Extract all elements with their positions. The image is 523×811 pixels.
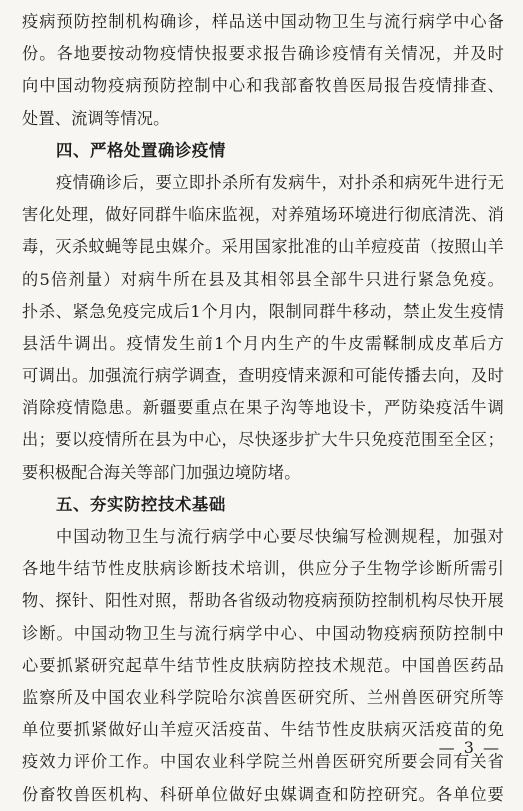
para3-line-5: 心要抓紧研究起草牛结节性皮肤病防控技术规范。中国兽医药品 [22, 655, 504, 675]
para3-line-8: 疫效力评价工作。中国农业科学院兰州兽医研究所要会同有关省 [22, 752, 504, 772]
section-heading-5: 五、夯实防控技术基础 [56, 494, 226, 514]
para3-line-2: 各地牛结节性皮肤病诊断技术培训，供应分子生物学诊断所需引 [22, 559, 504, 579]
para1-line-1: 疫病预防控制机构确诊，样品送中国动物卫生与流行病学中心备 [22, 12, 504, 31]
para3-line-3: 物、探针、阳性对照，帮助各省级动物疫病预防控制机构尽快开展 [22, 591, 504, 611]
para2-line-6: 县活牛调出。疫情发生前1个月内生产的牛皮需鞣制成皮革后方 [22, 333, 504, 353]
para2-line-10: 要积极配合海关等部门加强边境防堵。 [22, 462, 301, 482]
para3-line-4: 诊断。中国动物卫生与流行病学中心、中国动物疫病预防控制中 [22, 623, 504, 643]
para2-line-7: 可调出。加强流行病学调查，查明疫情来源和可能传播去向，及时 [22, 366, 504, 386]
para2-line-2: 害化处理，做好同群牛临床监视，对养殖场环境进行彻底清洗、消 [22, 205, 504, 225]
para3-line-1: 中国动物卫生与流行病学中心要尽快编写检测规程，加强对 [56, 527, 504, 546]
document-body [22, 6, 504, 811]
page-number: — 3 — [438, 738, 501, 757]
section-heading-4: 四、严格处置确诊疫情 [56, 140, 226, 160]
para2-line-1: 疫情确诊后，要立即扑杀所有发病牛，对扑杀和病死牛进行无 [56, 172, 504, 192]
para2-line-5: 扑杀、紧急免疫完成后1个月内，限制同群牛移动，禁止发生疫情 [22, 301, 504, 321]
para2-line-3: 毒，灭杀蚊蝇等昆虫媒介。采用国家批准的山羊痘疫苗（按照山羊 [22, 237, 504, 257]
para2-line-9: 出；要以疫情所在县为中心，尽快逐步扩大牛只免疫范围至全区； [22, 430, 504, 450]
para3-line-6: 监察所及中国农业科学院哈尔滨兽医研究所、兰州兽医研究所等 [22, 687, 504, 707]
para1-line-2: 份。各地要按动物疫情快报要求报告确诊疫情有关情况，并及时 [22, 44, 504, 64]
para3-line-9: 份畜牧兽医机构、科研单位做好虫媒调查和防控研究。各单位要 [22, 784, 504, 804]
para3-line-7: 单位要抓紧做好山羊痘灭活疫苗、牛结节性皮肤病灭活疫苗的免 [22, 720, 504, 740]
para1-line-3: 向中国动物疫病预防控制中心和我部畜牧兽医局报告疫情排查、 [22, 76, 504, 96]
para2-line-4: 的5倍剂量）对病牛所在县及其相邻县全部牛只进行紧急免疫。 [22, 269, 504, 289]
para1-line-4: 处置、流调等情况。 [22, 108, 170, 128]
para2-line-8: 消除疫情隐患。新疆要重点在果子沟等地设卡，严防染疫活牛调 [22, 398, 504, 418]
